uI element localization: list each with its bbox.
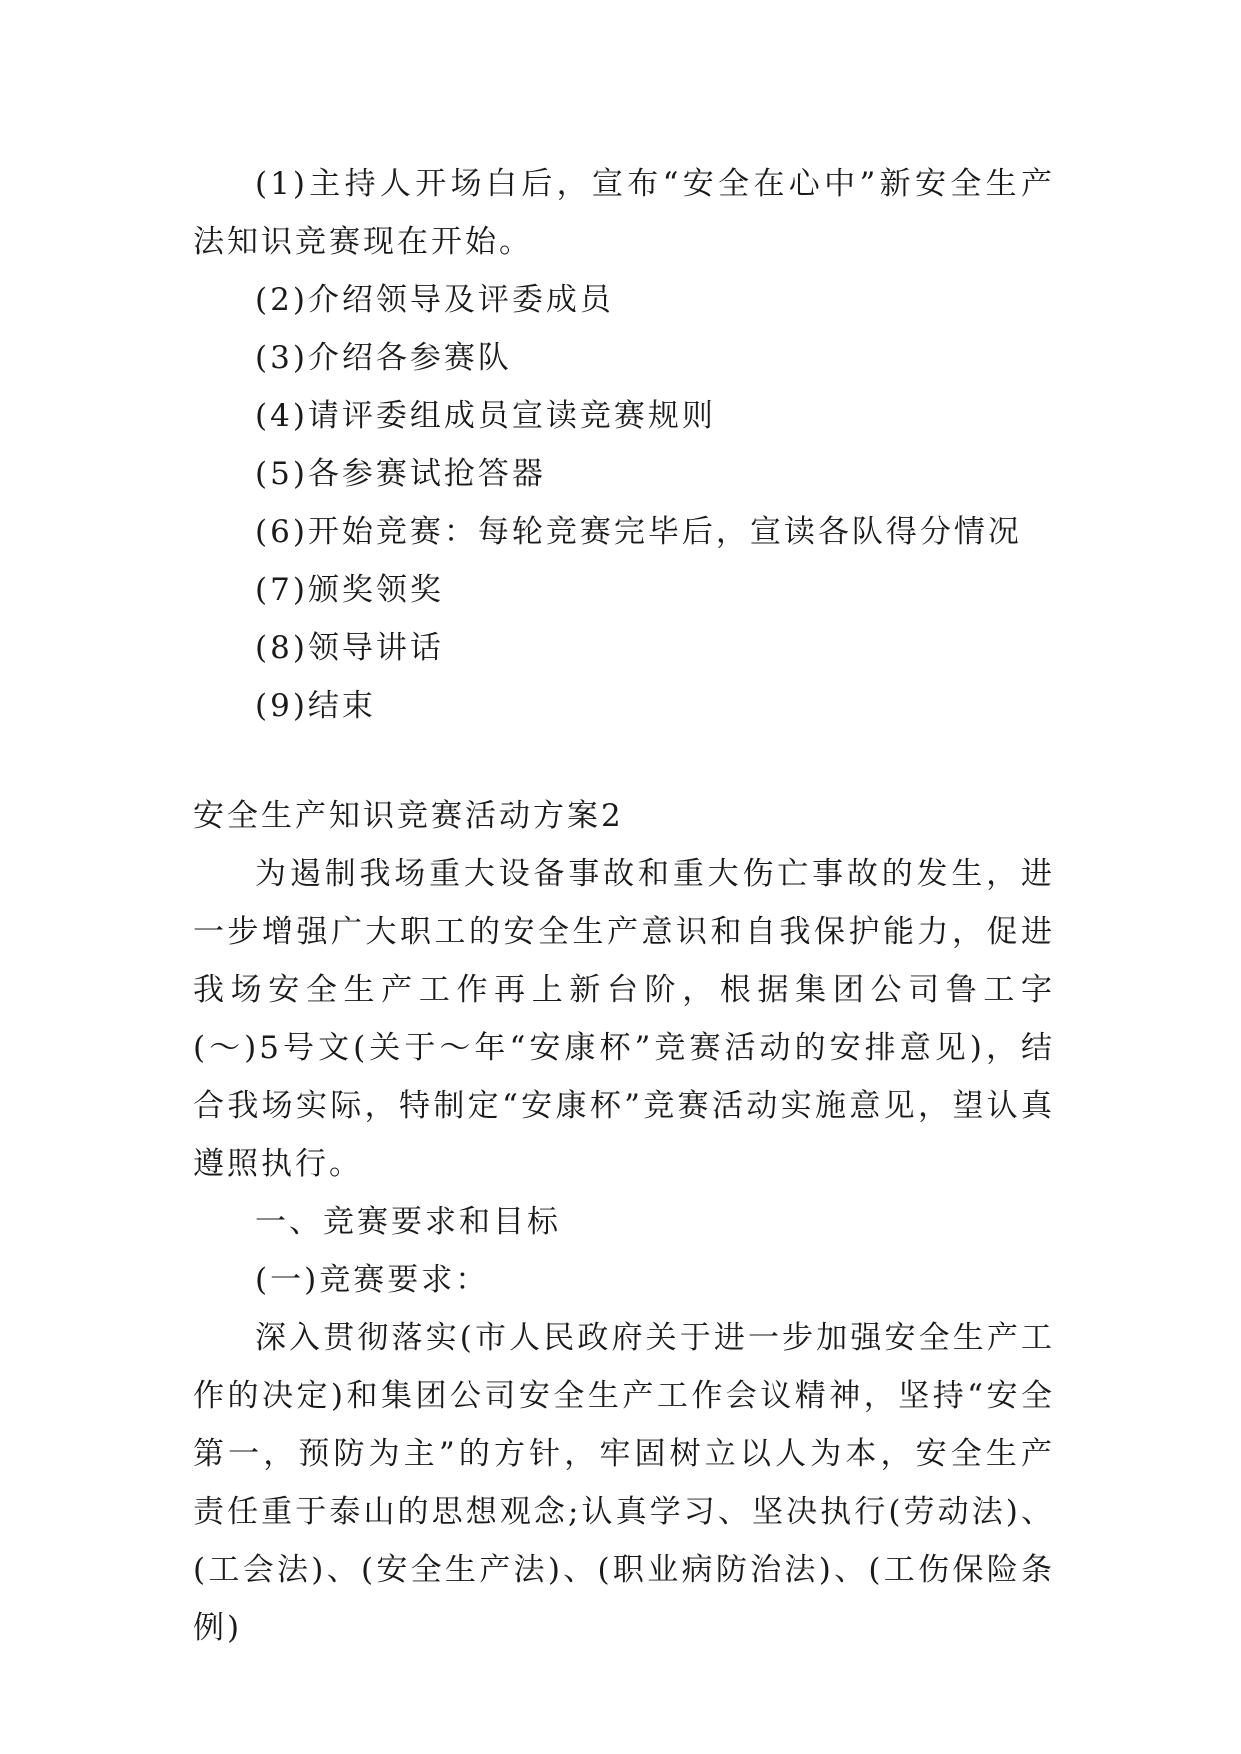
list-item: (9)结束: [255, 688, 376, 724]
list-item: (7)颁奖领奖: [255, 572, 444, 608]
list-item: (1)主持人开场白后，宣布“安全在心中”新安全生产法知识竞赛现在开始。: [193, 166, 1055, 260]
body-paragraph: 深入贯彻落实(市人民政府关于进一步加强安全生产工作的决定)和集团公司安全生产工作会议精神，坚持“安全第一，预防为主”的方针，牢固树立以人为本，安全生产责任重于泰山的思想观念;认真学习、坚决执行(劳动法)、(工会法)、(安全生产法)、(职业病防治法)、(工伤保险条例): [193, 1320, 1055, 1646]
section-title: 安全生产知识竞赛活动方案2: [193, 798, 624, 834]
list-item: (2)介绍领导及评委成员: [255, 282, 614, 318]
intro-paragraph: 为遏制我场重大设备事故和重大伤亡事故的发生，进一步增强广大职工的安全生产意识和自我保护能力，促进我场安全生产工作再上新台阶，根据集团公司鲁工字(～)5号文(关于～年“安康杯”竞赛活动的安排意见)，结合我场实际，特制定“安康杯”竞赛活动实施意见，望认真遵照执行。: [193, 856, 1055, 1182]
list-item: (8)领导讲话: [255, 630, 444, 666]
list-item: (4)请评委组成员宣读竞赛规则: [255, 398, 716, 434]
list-item: (5)各参赛试抢答器: [255, 456, 546, 492]
heading-level2: (一)竞赛要求：: [255, 1262, 490, 1298]
heading-level1: 一、竞赛要求和目标: [255, 1204, 561, 1240]
list-item: (3)介绍各参赛队: [255, 340, 512, 376]
list-item: (6)开始竞赛：每轮竞赛完毕后，宣读各队得分情况: [255, 514, 1022, 550]
section-gap: [193, 735, 1055, 787]
document-body: [193, 155, 1055, 1657]
